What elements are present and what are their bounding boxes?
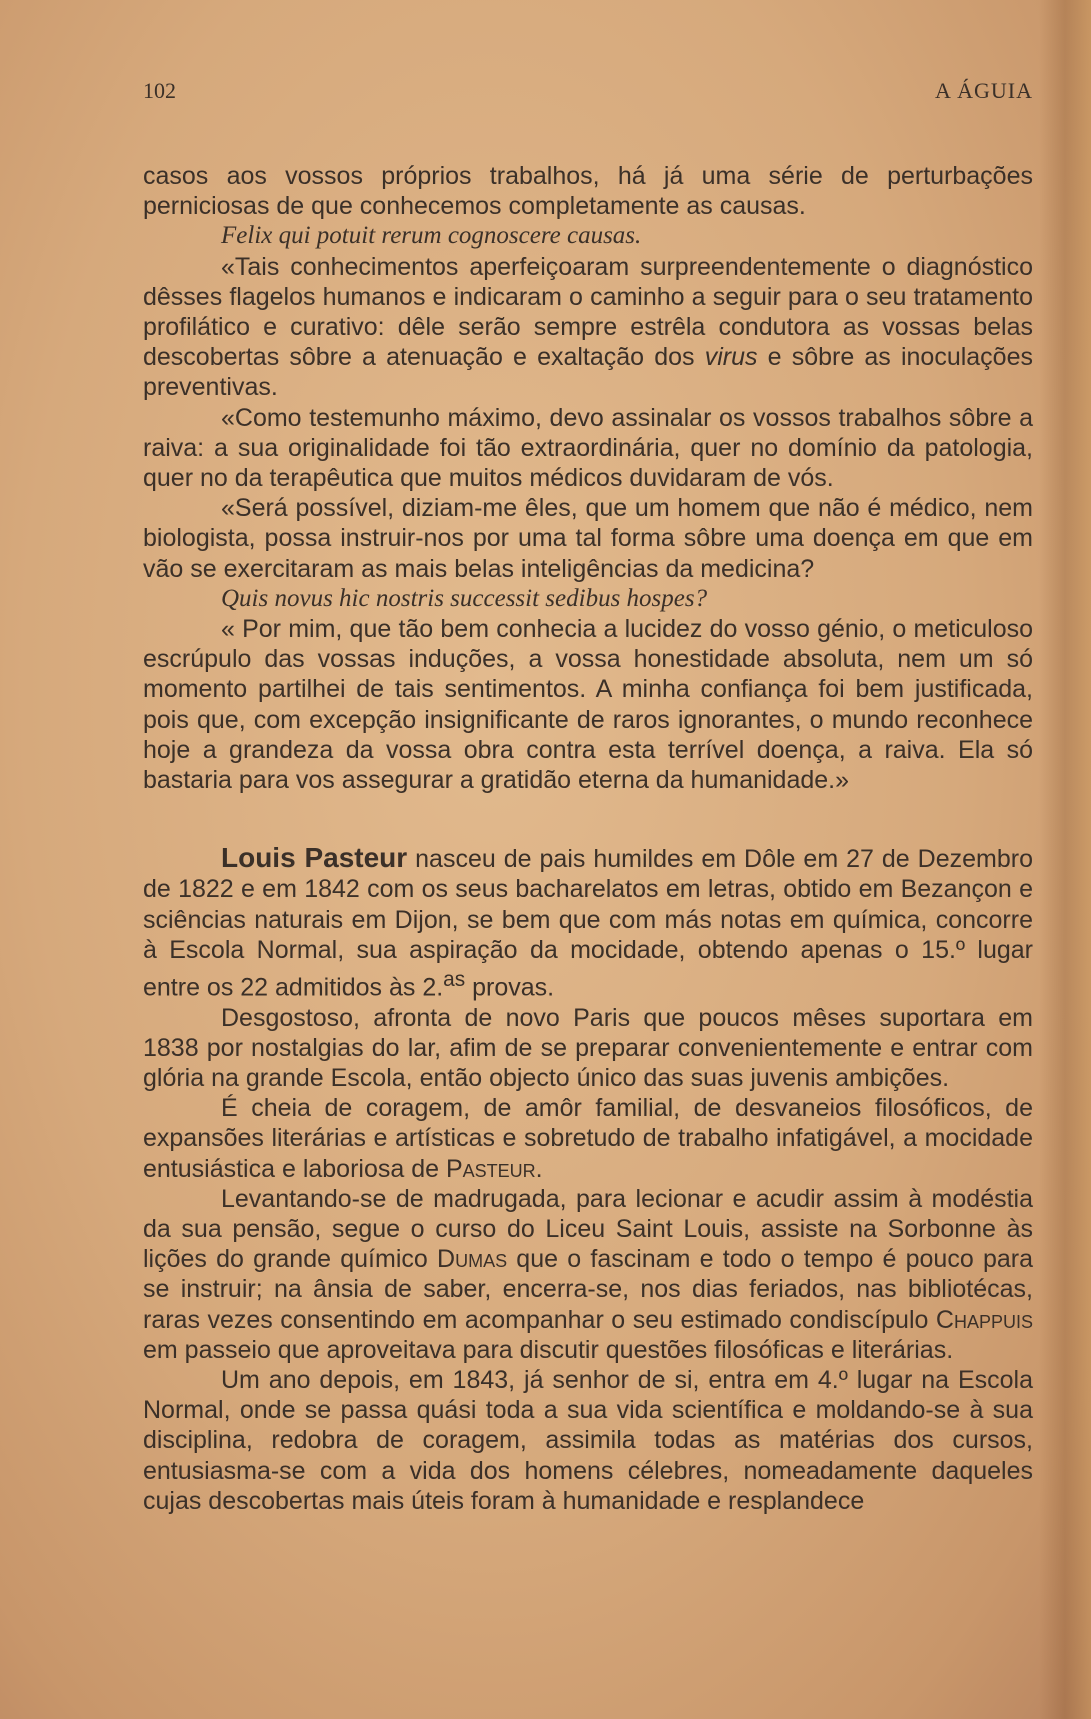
page-edge-shadow xyxy=(1039,0,1091,1719)
page-number: 102 xyxy=(143,78,176,103)
paragraph: Um ano depois, em 1843, já senhor de si, entra em 4.º lugar na Escola Normal, onde se passa quási toda a sua vida scientífica e moldando-se à sua disciplina, redobra de coragem, assimila todas as matérias dos cursos, entusiasma-se com a vida dos homens célebres, nomeadamente daqueles cujas descobertas mais úteis foram à humanidade e resplandece xyxy=(143,1366,1033,1515)
running-title: A ÁGUIA xyxy=(934,78,1033,103)
latin-quote: Felix qui potuit rerum cognoscere causas. xyxy=(221,222,642,250)
paragraph: «Como testemunho máximo, devo assinalar os vossos trabalhos sôbre a raiva: a sua originalidade foi tão extraordinária, quer no domínio da patologia, quer no da terapêutica que muitos médicos duvidaram de vós. xyxy=(143,403,1033,493)
name-smallcaps: Pasteur xyxy=(445,1154,536,1183)
superscript: as xyxy=(443,968,466,992)
page-header xyxy=(143,78,1033,118)
subject-name: Louis Pasteur xyxy=(221,842,408,874)
italic-term: virus xyxy=(704,343,758,372)
paragraph: « Por mim, que tão bem conhecia a lucidez do vosso génio, o meticuloso escrúpulo das vossas induções, a vossa honestidade absoluta, nem um só momento partilhei de tais sentimentos. A minha confiança foi bem justificada, pois que, com excepção insignificante de raros ignorantes, o mundo reconhece hoje a grandeza da vossa obra contra esta terrível doença, a raiva. Ela só bastaria para vos assegurar a gratidão eterna da humanidade.» xyxy=(143,615,1033,795)
paragraph: casos aos vossos próprios trabalhos, há já uma série de perturbações perniciosas de que conhecemos completamente as causas. xyxy=(143,162,1033,221)
latin-quote: Quis novus hic nostris successit sedibus hospes? xyxy=(221,584,708,612)
paragraph xyxy=(143,1184,1033,1365)
paragraph xyxy=(143,1093,1033,1184)
text-span: . xyxy=(535,1154,543,1183)
section-gap xyxy=(143,795,1033,843)
text-span: e sôbre as inoculações preventivas. xyxy=(143,343,1033,402)
text-span: que o fascinam e todo o tempo é pouco para se instruir; na ânsia de saber, encerra-se, nos dias feriados, nas bibliotécas, raras vezes consentindo em acompanhar o seu estimado condiscípulo xyxy=(143,1245,1033,1334)
text-span: provas. xyxy=(465,973,555,1002)
name-smallcaps: Chappuis xyxy=(935,1305,1033,1334)
text-span: em passeio que aproveitava para discutir questões filosóficas e literárias. xyxy=(143,1335,954,1364)
paragraph: Desgostoso, afronta de novo Paris que poucos mêses suportara em 1838 por nostalgias do lar, afim de se preparar convenientemente e entrar com glória na grande Escola, então objecto único das suas juvenis ambições. xyxy=(143,1003,1033,1093)
body-text xyxy=(143,161,1033,1516)
paragraph xyxy=(143,843,1033,1002)
paragraph xyxy=(143,252,1033,403)
text-span: «Tais conhecimentos aperfeiçoaram surpreendentemente o diagnóstico dêsses flagelos humanos e indicaram o caminho a seguir para o seu tratamento profilático e curativo: dêle serão sempre estrêla condutora as vossas belas descobertas sôbre a atenuação e exaltação dos xyxy=(143,252,1033,372)
text-span: nasceu de pais humildes em Dôle em 27 de Dezembro de 1822 e em 1842 com os seus bacharelatos em letras, obtido em Bezançon e sciências naturais em Dijon, se bem que com más notas em química, concorre à Escola Normal, sua aspiração da mocidade, obtendo apenas o 15.º lugar entre os 22 admitidos às 2. xyxy=(143,845,1033,1002)
name-smallcaps: Dumas xyxy=(437,1245,508,1274)
text-span: Levantando-se de madrugada, para lecionar e acudir assim à modéstia da sua pensão, segue o curso do Liceu Saint Louis, assiste na Sorbonne às lições do grande químico xyxy=(143,1184,1033,1274)
paragraph: «Será possível, diziam-me êles, que um homem que não é médico, nem biologista, possa instruir-nos por uma tal forma sôbre uma doença em que em vão se exercitaram as mais belas inteligências da medicina? xyxy=(143,494,1033,583)
text-span: É cheia de coragem, de amôr familial, de desvaneios filosóficos, de expansões literárias e artísticas e sobretudo de trabalho infatigável, a mocidade entusiástica e laboriosa de xyxy=(143,1094,1033,1183)
